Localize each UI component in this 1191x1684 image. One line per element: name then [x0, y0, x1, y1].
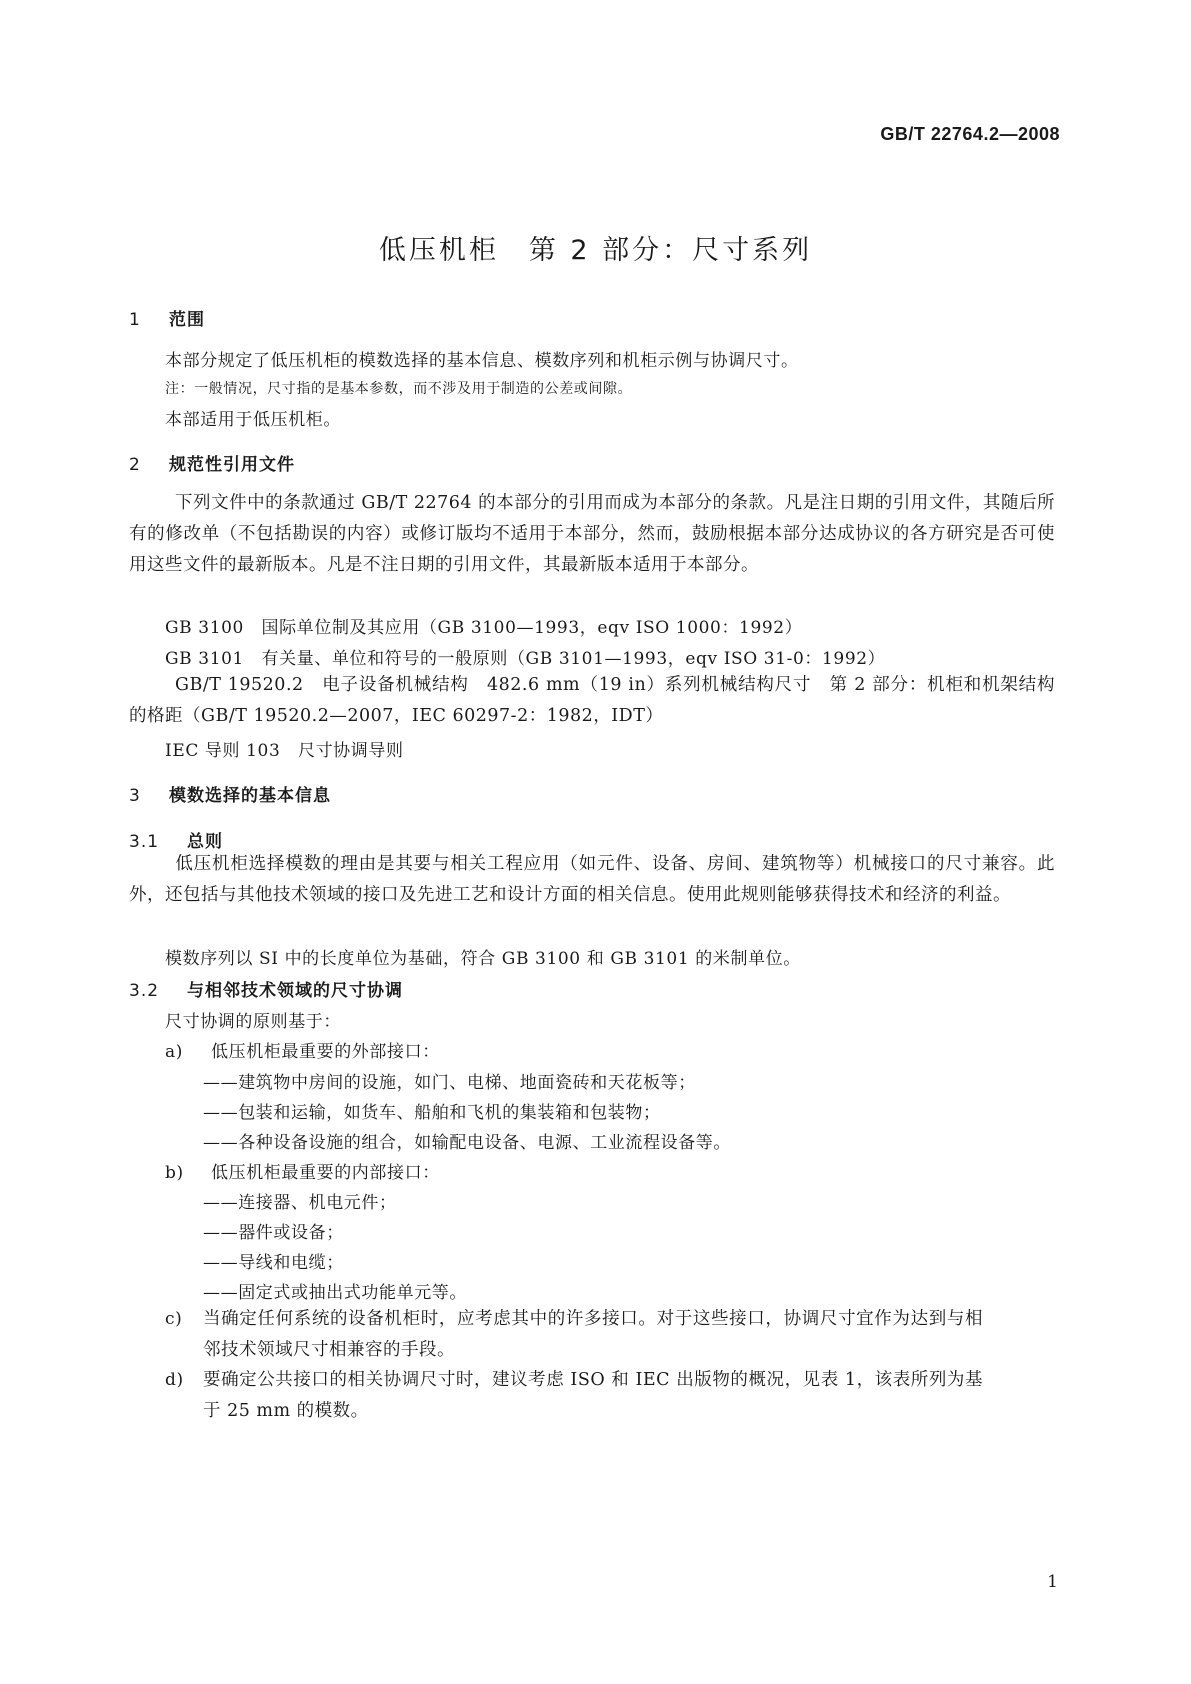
section-1-paragraph-2: 本部适用于低压机柜。: [165, 410, 341, 430]
list-item-b-dash-3: ——导线和电缆；: [203, 1253, 344, 1273]
list-item-b: [165, 1158, 440, 1183]
list-item-a-dash-3: ——各种设备设施的组合，如输配电设备、电源、工业流程设备等。: [203, 1133, 731, 1153]
reference-gb3100: GB 3100 国际单位制及其应用（GB 3100—1993，eqv ISO 1000：1992）: [165, 618, 803, 638]
section-2-intro-text: 下列文件中的条款通过 GB/T 22764 的本部分的引用而成为本部分的条款。凡是注日期的引用文件，其随后所有的修改单（不包括勘误的内容）或修订版均不适用于本部分，然而，鼓励根据本部分达成协议的各方研究是否可使用这些文件的最新版本。凡是不注日期的引用文件，其最新版本适用于本部分。: [129, 493, 1055, 575]
page-number: 1: [1047, 1572, 1058, 1592]
reference-gbt19520: [129, 670, 1055, 732]
list-item-a-dash-1: ——建筑物中房间的设施，如门、电梯、地面瓷砖和天花板等；: [203, 1073, 696, 1093]
list-item-b-dash-4: ——固定式或抽出式功能单元等。: [203, 1283, 467, 1303]
section-2-intro: [129, 488, 1055, 581]
section-1-number: 1: [129, 310, 141, 330]
section-3-2-title: 与相邻技术领域的尺寸协调: [187, 981, 403, 1001]
section-2-title: 规范性引用文件: [169, 455, 295, 475]
list-item-a-label: a): [165, 1042, 183, 1062]
list-item-b-dash-1: ——连接器、机电元件；: [203, 1193, 397, 1213]
standard-number: GB/T 22764.2—2008: [880, 124, 1060, 144]
section-3-1-paragraph-2: 模数序列以 SI 中的长度单位为基础，符合 GB 3100 和 GB 3101 的米制单位。: [165, 949, 801, 969]
section-3-1-title: 总则: [187, 832, 223, 852]
section-1-paragraph-1: 本部分规定了低压机柜的模数选择的基本信息、模数序列和机柜示例与协调尺寸。: [165, 351, 799, 371]
section-3-heading: [129, 781, 331, 806]
reference-gb3101: GB 3101 有关量、单位和符号的一般原则（GB 3101—1993，eqv ISO 31-0：1992）: [165, 649, 886, 669]
section-3-1-paragraph-1-text: 低压机柜选择模数的理由是其要与相关工程应用（如元件、设备、房间、建筑物等）机械接口的尺寸兼容。此外，还包括与其他技术领域的接口及先进工艺和设计方面的相关信息。使用此规则能够获得技术和经济的利益。: [129, 854, 1055, 905]
section-3-1-number: 3.1: [129, 832, 160, 852]
list-item-d-label: d): [165, 1370, 184, 1390]
list-item-a: [165, 1037, 440, 1062]
section-1-heading: [129, 305, 205, 330]
section-3-2-intro: 尺寸协调的原则基于：: [165, 1012, 341, 1032]
reference-gbt19520-text: GB/T 19520.2 电子设备机械结构 482.6 mm（19 in）系列机械结构尺寸 第 2 部分：机柜和机架结构的格距（GB/T 19520.2—2007，IEC 60297-2：1982，IDT）: [129, 675, 1055, 726]
list-item-b-dash-2: ——器件或设备；: [203, 1223, 344, 1243]
section-3-2-heading: [129, 976, 403, 1001]
section-3-title: 模数选择的基本信息: [169, 786, 331, 806]
section-2-number: 2: [129, 455, 141, 475]
list-item-a-text: 低压机柜最重要的外部接口：: [211, 1042, 440, 1062]
list-item-b-label: b): [165, 1163, 184, 1183]
section-1-note: 注：一般情况，尺寸指的是基本参数，而不涉及用于制造的公差或间隙。: [165, 381, 633, 397]
section-3-2-number: 3.2: [129, 981, 160, 1001]
section-2-heading: [129, 450, 295, 475]
reference-iec-guide-103: IEC 导则 103 尺寸协调导则: [165, 741, 404, 761]
section-3-1-paragraph-1: [129, 849, 1055, 911]
list-item-b-text: 低压机柜最重要的内部接口：: [211, 1163, 440, 1183]
list-item-c-text: 当确定任何系统的设备机柜时，应考虑其中的许多接口。对于这些接口，协调尺寸宜作为达到与相邻技术领域尺寸相兼容的手段。: [203, 1309, 983, 1360]
list-item-c-label: c): [165, 1309, 183, 1329]
page-title: 低压机柜 第 2 部分：尺寸系列: [378, 235, 813, 266]
list-item-d-text: 要确定公共接口的相关协调尺寸时，建议考虑 ISO 和 IEC 出版物的概况，见表 1，该表所列为基于 25 mm 的模数。: [203, 1370, 983, 1421]
section-1-title: 范围: [169, 310, 205, 330]
section-3-number: 3: [129, 786, 141, 806]
list-item-a-dash-2: ——包装和运输，如货车、船舶和飞机的集装箱和包装物；: [203, 1103, 661, 1123]
